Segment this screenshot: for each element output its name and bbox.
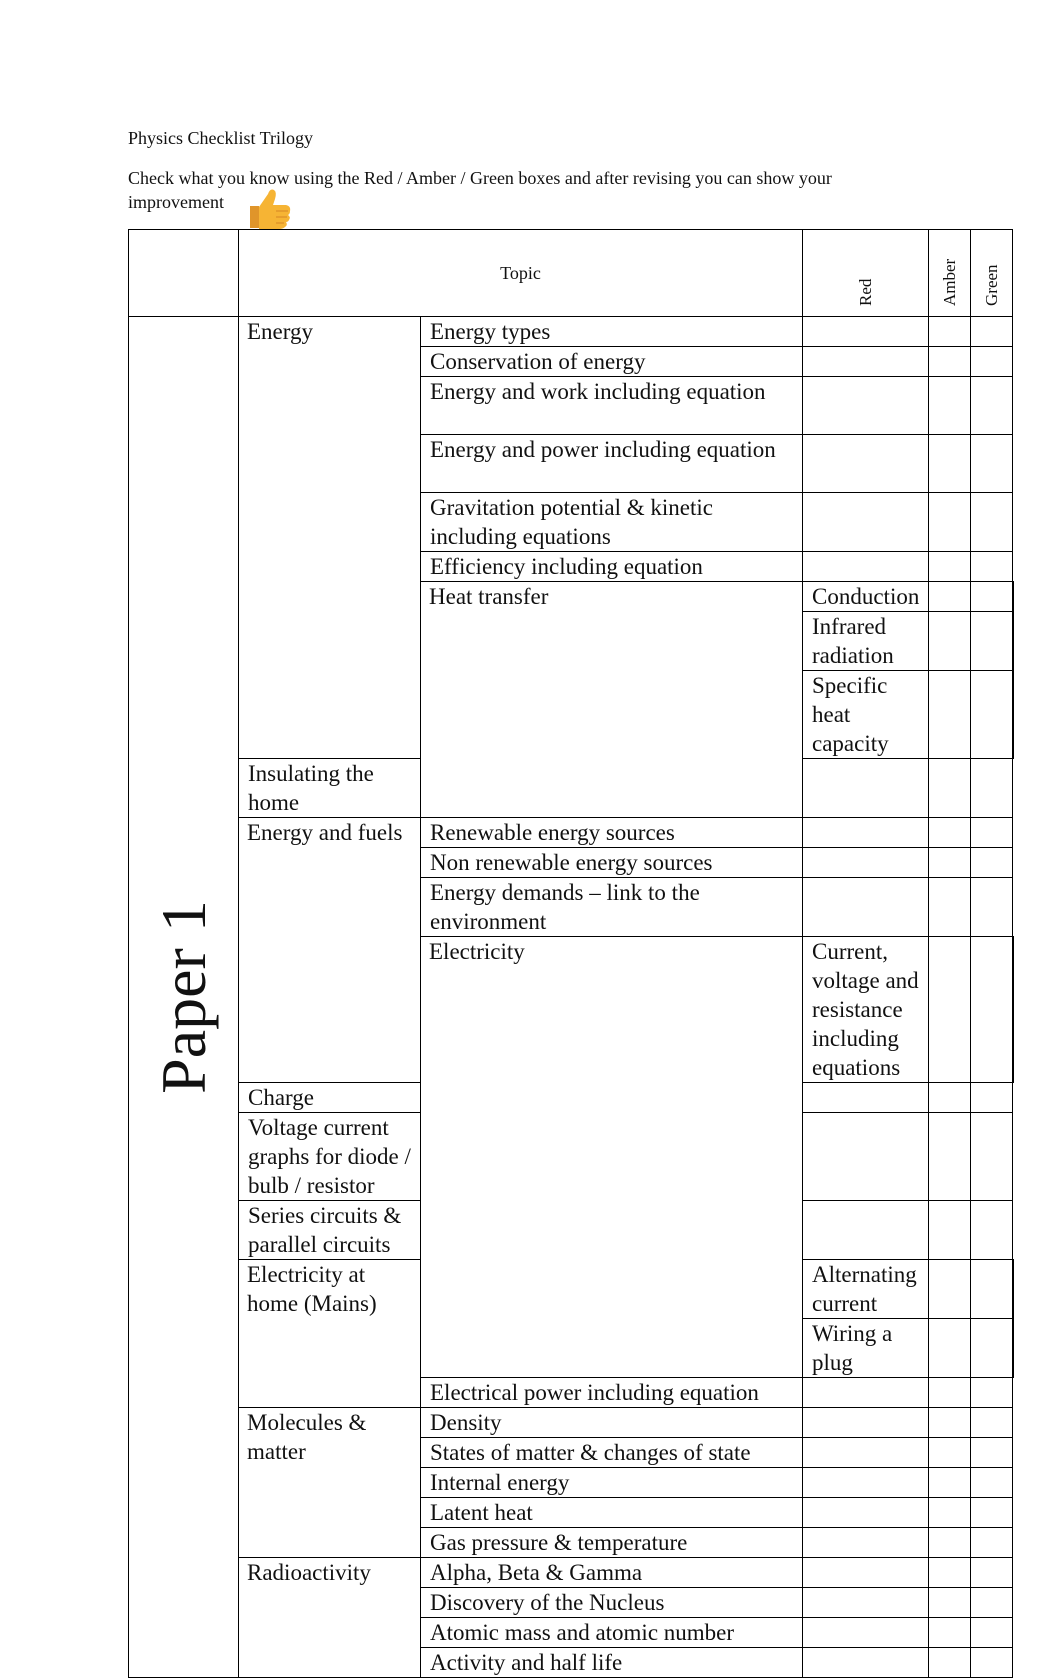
green-checkbox[interactable]: [971, 1648, 1013, 1678]
topic-cell: Infrared radiation: [803, 612, 929, 671]
topic-cell: Conduction: [803, 582, 929, 612]
red-checkbox[interactable]: [803, 1528, 929, 1558]
red-checkbox[interactable]: [803, 1438, 929, 1468]
group-label: Energy and fuels: [239, 818, 421, 1083]
red-checkbox[interactable]: [803, 1588, 929, 1618]
green-checkbox[interactable]: [971, 1408, 1013, 1438]
amber-checkbox[interactable]: [929, 1113, 971, 1201]
red-checkbox[interactable]: [803, 818, 929, 848]
red-checkbox[interactable]: [929, 937, 971, 1083]
topic-cell: Electrical power including equation: [421, 1378, 803, 1408]
red-checkbox[interactable]: [929, 612, 971, 671]
green-checkbox[interactable]: [971, 1438, 1013, 1468]
red-checkbox[interactable]: [803, 347, 929, 377]
topic-cell: Voltage current graphs for diode / bulb / resistor: [239, 1113, 421, 1201]
red-checkbox[interactable]: [803, 317, 929, 347]
red-checkbox[interactable]: [929, 1319, 971, 1378]
amber-checkbox[interactable]: [929, 1083, 971, 1113]
green-checkbox[interactable]: [971, 818, 1013, 848]
amber-checkbox[interactable]: [929, 1528, 971, 1558]
red-checkbox[interactable]: [803, 1468, 929, 1498]
green-checkbox[interactable]: [971, 317, 1013, 347]
topic-cell: States of matter & changes of state: [421, 1438, 803, 1468]
red-checkbox[interactable]: [803, 1498, 929, 1528]
amber-checkbox[interactable]: [929, 848, 971, 878]
red-checkbox[interactable]: [929, 671, 971, 759]
red-checkbox[interactable]: [803, 1558, 929, 1588]
green-checkbox[interactable]: [971, 1083, 1013, 1113]
group-label: Heat transfer: [421, 582, 803, 818]
red-checkbox[interactable]: [803, 552, 929, 582]
red-checkbox[interactable]: [803, 1083, 929, 1113]
green-checkbox[interactable]: [971, 493, 1013, 552]
topic-header: Topic: [239, 230, 803, 317]
red-checkbox[interactable]: [803, 878, 929, 937]
topic-cell: Alpha, Beta & Gamma: [421, 1558, 803, 1588]
green-checkbox[interactable]: [971, 1528, 1013, 1558]
green-checkbox[interactable]: [971, 1113, 1013, 1201]
topic-cell: Energy and work including equation: [421, 377, 803, 435]
topic-cell: Internal energy: [421, 1468, 803, 1498]
group-label: Radioactivity: [239, 1558, 421, 1678]
topic-cell: Insulating the home: [239, 759, 421, 818]
amber-checkbox[interactable]: [929, 1408, 971, 1438]
amber-checkbox[interactable]: [929, 1378, 971, 1408]
amber-checkbox[interactable]: [929, 878, 971, 937]
amber-checkbox[interactable]: [929, 552, 971, 582]
red-checkbox[interactable]: [803, 1618, 929, 1648]
amber-checkbox[interactable]: [971, 582, 1013, 612]
red-checkbox[interactable]: [803, 377, 929, 435]
amber-checkbox[interactable]: [971, 1319, 1013, 1378]
amber-checkbox[interactable]: [929, 493, 971, 552]
amber-checkbox[interactable]: [929, 1618, 971, 1648]
amber-checkbox[interactable]: [929, 1438, 971, 1468]
amber-checkbox[interactable]: [929, 1588, 971, 1618]
amber-checkbox[interactable]: [971, 612, 1013, 671]
amber-header: Amber: [929, 230, 971, 317]
red-checkbox[interactable]: [929, 582, 971, 612]
green-checkbox[interactable]: [971, 759, 1013, 818]
red-checkbox[interactable]: [929, 1260, 971, 1319]
red-checkbox[interactable]: [803, 1378, 929, 1408]
topic-cell: Renewable energy sources: [421, 818, 803, 848]
green-checkbox[interactable]: [971, 848, 1013, 878]
red-checkbox[interactable]: [803, 493, 929, 552]
topic-cell: Conservation of energy: [421, 347, 803, 377]
green-checkbox[interactable]: [1013, 1260, 1014, 1319]
topic-cell: Energy types: [421, 317, 803, 347]
intro-text: Check what you know using the Red / Amber / Green boxes and after revising you can show your improvement: [128, 168, 832, 212]
amber-checkbox[interactable]: [971, 671, 1013, 759]
amber-checkbox[interactable]: [929, 1468, 971, 1498]
topic-cell: Specific heat capacity: [803, 671, 929, 759]
green-checkbox[interactable]: [971, 1201, 1013, 1260]
topic-cell: Activity and half life: [421, 1648, 803, 1678]
checklist-table: [128, 229, 1014, 1678]
topic-cell: Energy demands – link to the environment: [421, 878, 803, 937]
topic-cell: Alternating current: [803, 1260, 929, 1319]
topic-cell: Gas pressure & temperature: [421, 1528, 803, 1558]
green-checkbox[interactable]: [971, 347, 1013, 377]
topic-cell: Gravitation potential & kinetic including equations: [421, 493, 803, 552]
green-checkbox[interactable]: [971, 435, 1013, 493]
red-checkbox[interactable]: [803, 1648, 929, 1678]
green-checkbox[interactable]: [1013, 1319, 1014, 1378]
red-checkbox[interactable]: [803, 1408, 929, 1438]
amber-checkbox[interactable]: [929, 1498, 971, 1528]
amber-checkbox[interactable]: [929, 317, 971, 347]
red-header: Red: [803, 230, 929, 317]
amber-checkbox[interactable]: [929, 435, 971, 493]
amber-checkbox[interactable]: [929, 347, 971, 377]
topic-cell: Current, voltage and resistance including equations: [803, 937, 929, 1083]
green-checkbox[interactable]: [971, 1378, 1013, 1408]
green-checkbox[interactable]: [1013, 612, 1014, 671]
green-checkbox[interactable]: [971, 1468, 1013, 1498]
group-label: Molecules & matter: [239, 1408, 421, 1558]
topic-cell: Charge: [239, 1083, 421, 1113]
amber-checkbox[interactable]: [929, 1558, 971, 1588]
red-checkbox[interactable]: [803, 1201, 929, 1260]
green-checkbox[interactable]: [1013, 937, 1014, 1083]
green-checkbox[interactable]: [971, 1588, 1013, 1618]
topic-cell: Wiring a plug: [803, 1319, 929, 1378]
green-checkbox[interactable]: [1013, 582, 1014, 612]
green-checkbox[interactable]: [971, 377, 1013, 435]
red-checkbox[interactable]: [803, 848, 929, 878]
amber-checkbox[interactable]: [929, 818, 971, 848]
topic-cell: Density: [421, 1408, 803, 1438]
green-checkbox[interactable]: [971, 1498, 1013, 1528]
topic-cell: Discovery of the Nucleus: [421, 1588, 803, 1618]
topic-cell: Series circuits & parallel circuits: [239, 1201, 421, 1260]
green-checkbox[interactable]: [971, 1618, 1013, 1648]
amber-checkbox[interactable]: [971, 937, 1013, 1083]
topic-cell: Energy and power including equation: [421, 435, 803, 493]
green-checkbox[interactable]: [971, 1558, 1013, 1588]
red-checkbox[interactable]: [803, 759, 929, 818]
group-label: Electricity: [421, 937, 803, 1378]
amber-checkbox[interactable]: [971, 1260, 1013, 1319]
group-label: Energy: [239, 317, 421, 759]
paper-label: Paper 1: [129, 317, 239, 1678]
amber-checkbox[interactable]: [929, 1201, 971, 1260]
amber-checkbox[interactable]: [929, 377, 971, 435]
page-title: Physics Checklist Trilogy: [128, 128, 314, 148]
green-header: Green: [971, 230, 1013, 317]
green-checkbox[interactable]: [971, 878, 1013, 937]
topic-cell: Latent heat: [421, 1498, 803, 1528]
amber-checkbox[interactable]: [929, 1648, 971, 1678]
red-checkbox[interactable]: [803, 1113, 929, 1201]
amber-checkbox[interactable]: [929, 759, 971, 818]
topic-cell: Efficiency including equation: [421, 552, 803, 582]
green-checkbox[interactable]: [1013, 671, 1014, 759]
green-checkbox[interactable]: [971, 552, 1013, 582]
topic-cell: Non renewable energy sources: [421, 848, 803, 878]
red-checkbox[interactable]: [803, 435, 929, 493]
header-blank-cell: [129, 230, 239, 317]
group-label: Electricity at home (Mains): [239, 1260, 421, 1408]
topic-cell: Atomic mass and atomic number: [421, 1618, 803, 1648]
thumbs-up-icon: [246, 186, 294, 232]
